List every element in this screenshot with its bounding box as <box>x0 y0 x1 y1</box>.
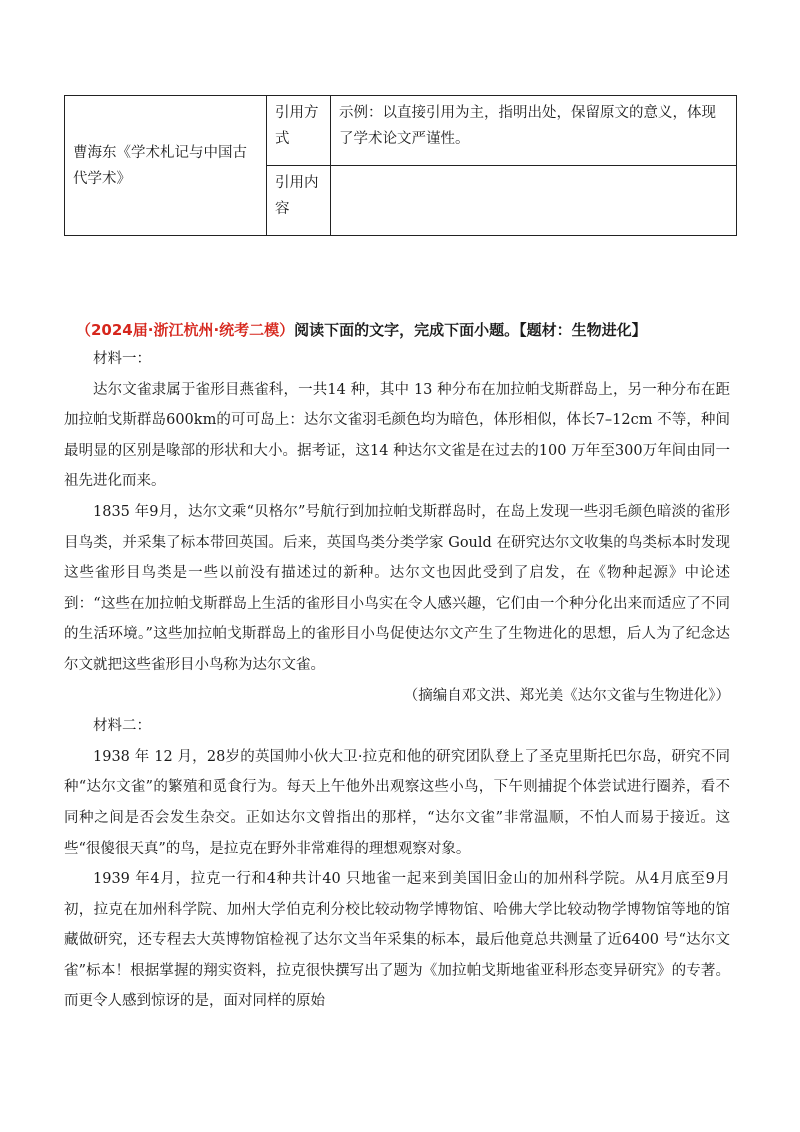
paragraph: 达尔文雀隶属于雀形目燕雀科，一共14 种，其中 13 种分布在加拉帕戈斯群岛上，另一种分布在距加拉帕戈斯群岛600km的可可岛上：达尔文雀羽毛颜色均为暗色，体形相似，体长7–12cm 不等，种间最明显的区别是喙部的形状和大小。据考证，这14 种达尔文雀是在过去的100 万年至300万年间由同一祖先进化而来。 <box>64 381 730 490</box>
table-row <box>65 96 737 166</box>
paragraph: 1835 年9月，达尔文乘“贝格尔”号航行到加拉帕戈斯群岛时，在岛上发现一些羽毛颜色暗淡的雀形目鸟类，并采集了标本带回英国。后来，英国鸟类分类学家 Gould 在研究达尔文收集的鸟类标本时发现这些雀形目鸟类是一些以前没有描述过的新种。达尔文也因此受到了启发，在《物种起源》中论述到：“这些在加拉帕戈斯群岛上生活的雀形目小鸟实在令人感兴趣，它们由一个种分化出来而适应了不同的生活环境。”这些加拉帕戈斯群岛上的雀形目小鸟促使达尔文产生了生物进化的思想，后人为了纪念达尔文就把这些雀形目小鸟称为达尔文雀。 <box>64 503 730 673</box>
source-citation: （摘编自邓文洪、郑光美《达尔文雀与生物进化》） <box>403 687 730 704</box>
paragraph: 1938 年 12 月，28岁的英国帅小伙大卫·拉克和他的研究团队登上了圣克里斯托巴尔岛，研究不同种“达尔文雀”的繁殖和觅食行为。每天上午他外出观察这些小鸟，下午则捕捉个体尝试进行圈养，看不同种之间是否会发生杂交。正如达尔文曾指出的那样，“达尔文雀”非常温顺，不怕人而易于接近。这些“很傻很天真”的鸟，是拉克在野外非常难得的理想观察对象。 <box>64 748 730 857</box>
topic-tag: 【题材：生物进化】 <box>519 321 647 339</box>
question-heading <box>76 319 756 340</box>
row-label-cell: 引用方式 <box>267 96 331 166</box>
instruction-text: 阅读下面的文字，完成下面小题。 <box>294 321 520 339</box>
exam-source: （2024届·浙江杭州·统考二模） <box>76 321 295 339</box>
material-label: 材料二： <box>93 718 151 735</box>
passage-body <box>64 344 730 1017</box>
row-value-cell <box>331 166 737 236</box>
row-value-cell: 示例：以直接引用为主，指明出处，保留原文的意义，体现了学术论文严谨性。 <box>331 96 737 166</box>
paragraph: 1939 年4月，拉克一行和4种共计40 只地雀一起来到美国旧金山的加州科学院。从4月底至9月初，拉克在加州科学院、加州大学伯克利分校比较动物学博物馆、哈佛大学比较动物学博物馆等地的馆藏做研究，还专程去大英博物馆检视了达尔文当年采集的标本，最后他竟总共测量了近6400 号“达尔文雀”标本！根据掌握的翔实资料，拉克很快撰写出了题为《加拉帕戈斯地雀亚科形态变异研究》的专著。而更令人感到惊讶的是，面对同样的原始 <box>64 871 730 1010</box>
author-cell: 曹海东《学术札记与中国古代学术》 <box>65 96 267 236</box>
material-label: 材料一： <box>93 351 151 367</box>
citation-table <box>64 95 737 236</box>
row-label-cell: 引用内容 <box>267 166 331 236</box>
